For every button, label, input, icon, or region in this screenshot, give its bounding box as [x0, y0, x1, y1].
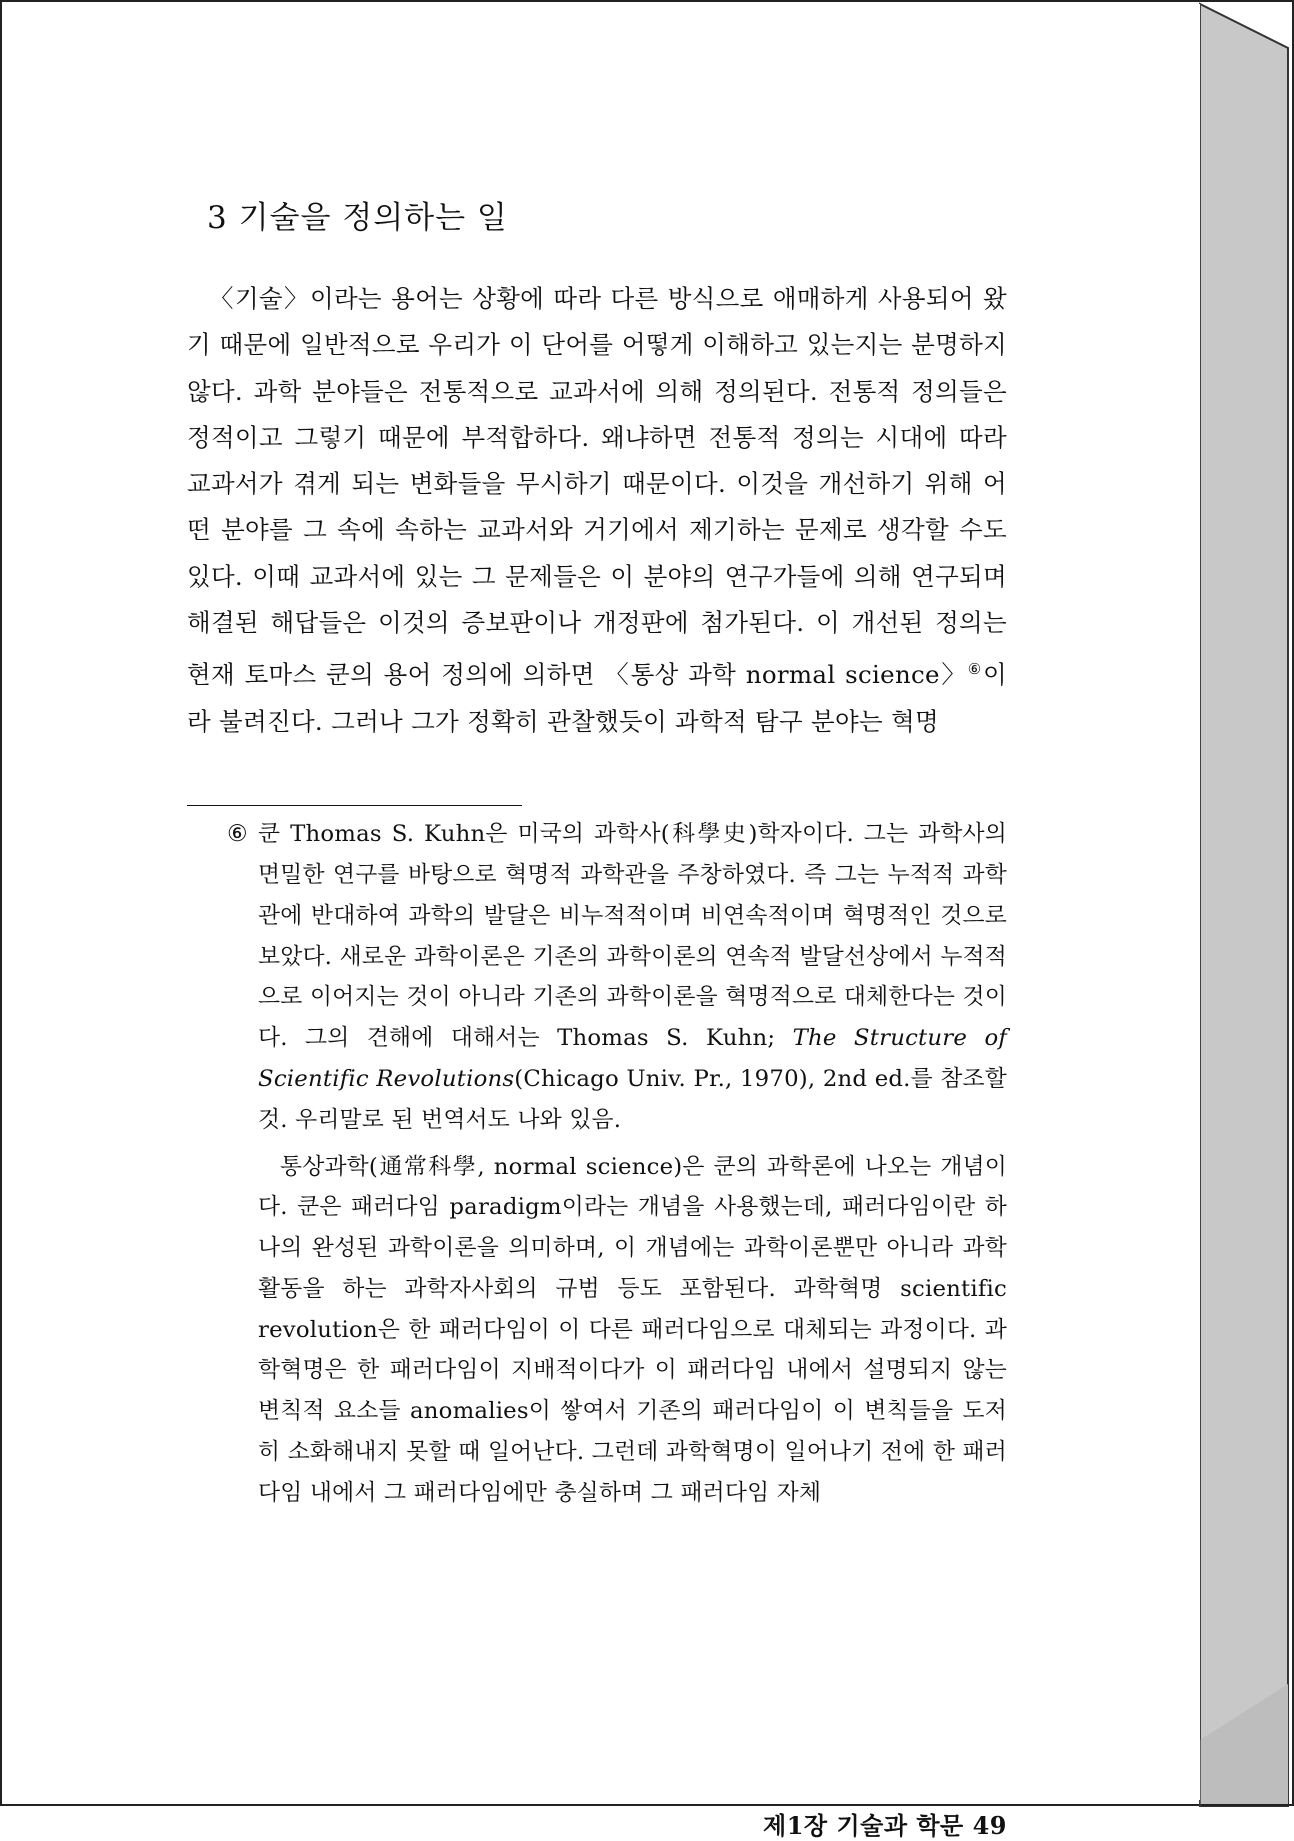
footnote-text-a: 쿤 Thomas S. Kuhn은 미국의 과학사(科學史)학자이다. 그는 과학사의 면밀한 연구를 바탕으로 혁명적 과학관을 주창하였다. 즉 그는 누적적 과학관에 반대하여 과학의 발달은 비누적적이며 비연속적이며 혁명적인 것으로 보았다. 새로운 과학이론은 기존의 과학이론의 연속적 발달선상에서 누적적으로 이어지는 것이 아니라 기존의 과학이론을 혁명적으로 대체한다는 것이다. 그의 견해에 대해서는 Thomas S. Kuhn; [258, 821, 1007, 1052]
page-content [187, 194, 1008, 1840]
footnote-divider [187, 805, 522, 806]
footnote-paragraph-1 [258, 814, 1007, 1140]
book-page [4, 4, 1200, 1840]
footnote-mark: ⑥ [227, 821, 248, 848]
book-title: The Structure of Scientific Revolutions [258, 1025, 1008, 1092]
page-folio: 제1장 기술과 학문 49 [763, 1811, 1007, 1840]
footnote [187, 814, 1007, 1514]
footnote-text-b: (Chicago Univ. Pr., 1970), 2nd ed.를 참조할 것. 우리말로 된 번역서도 나와 있음. [258, 1065, 1007, 1133]
body-paragraph [187, 276, 1007, 745]
footnote-paragraph-2: 통상과학(通常科學, normal science)은 쿤의 과학론에 나오는 개념이다. 쿤은 패러다임 paradigm이라는 개념을 사용했는데, 패러다임이란 하나의 완성된 과학이론을 의미하며, 이 개념에는 과학이론뿐만 아니라 과학활동을 하는 과학자사회의 규범 등도 포함된다. 과학혁명 scientific revolution은 한 패러다임이 이 다른 패러다임으로 대체되는 과정이다. 과학혁명은 한 패러다임이 지배적이다가 이 패러다임 내에서 설명되지 않는 변칙적 요소들 anomalies이 쌓여서 기존의 패러다임이 이 변칙들을 도저히 소화해내지 못할 때 일어난다. 그런데 과학혁명이 일어나기 전에 한 패러다임 내에서 그 패러다임에만 충실하며 그 패러다임 자체 [258, 1153, 1007, 1506]
section-title: 3 기술을 정의하는 일 [207, 200, 508, 236]
body-text-main: 〈기술〉이라는 용어는 상황에 따라 다른 방식으로 애매하게 사용되어 왔기 때문에 일반적으로 우리가 이 단어를 어떻게 이해하고 있는지는 분명하지 않다. 과학 분야들은 전통적으로 교과서에 의해 정의된다. 전통적 정의들은 정적이고 그렇기 때문에 부적합하다. 왜냐하면 전통적 정의는 시대에 따라 교과서가 겪게 되는 변화들을 무시하기 때문이다. 이것을 개선하기 위해 어떤 분야를 그 속에 속하는 교과서와 거기에서 제기하는 문제로 생각할 수도 있다. 이때 교과서에 있는 그 문제들은 이 분야의 연구가들에 의해 연구되며 해결된 해답들은 이것의 증보판이나 개정판에 첨가된다. 이 개선된 정의는 현재 토마스 쿤의 용어 정의에 의하면 〈통상 과학 normal science〉 [187, 284, 1007, 690]
footnote-reference: ⑥ [967, 660, 984, 679]
body-text-tail: 이라 불려진다. 그러나 그가 정확히 관찰했듯이 과학적 탐구 분야는 혁명 [187, 660, 1007, 736]
